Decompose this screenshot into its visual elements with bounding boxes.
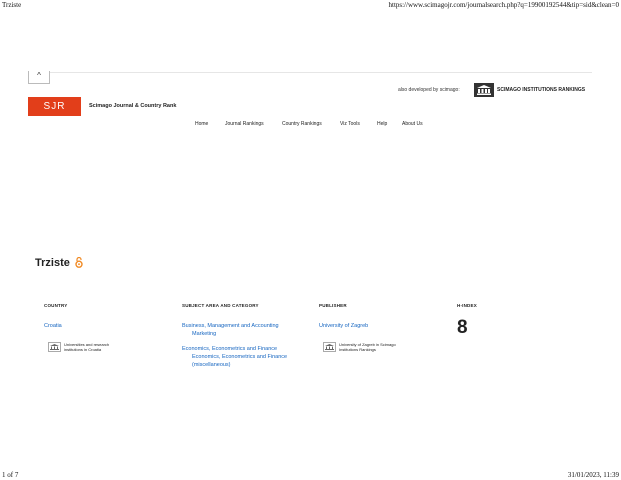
category-link-economics-misc-cont[interactable]: (miscellaneous) bbox=[192, 362, 231, 368]
print-page-number: 1 of 7 bbox=[2, 471, 19, 479]
category-link-economics-misc[interactable]: Economics, Econometrics and Finance bbox=[192, 354, 288, 360]
publisher-institution-link[interactable] bbox=[323, 342, 396, 352]
country-institutions-line2: institutions in Croatia bbox=[64, 347, 102, 352]
nav-about-us[interactable]: About Us bbox=[402, 121, 423, 127]
publisher-institution-line1: University of Zagreb in Scimago bbox=[339, 342, 396, 347]
collapse-toggle-button[interactable] bbox=[28, 71, 50, 84]
nav-help[interactable]: Help bbox=[377, 121, 388, 127]
sir-logo-link[interactable] bbox=[474, 83, 588, 97]
top-divider bbox=[28, 72, 592, 73]
country-link[interactable]: Croatia bbox=[44, 323, 62, 329]
journal-title: Trziste bbox=[35, 257, 70, 269]
open-access-icon bbox=[75, 257, 83, 268]
country-institutions-line1: Universities and research bbox=[64, 342, 110, 347]
h-index-value: 8 bbox=[457, 317, 468, 338]
institution-building-icon bbox=[323, 342, 336, 352]
site-tagline: Scimago Journal & Country Rank bbox=[89, 103, 177, 109]
publisher-link[interactable]: University of Zagreb bbox=[319, 323, 369, 329]
nav-country-rankings[interactable]: Country Rankings bbox=[282, 121, 322, 127]
subject-area-link-business[interactable]: Business, Management and Accounting bbox=[182, 323, 279, 329]
institution-building-icon bbox=[48, 342, 61, 352]
print-page-url: https://www.scimagojr.com/journalsearch.php?q=19900192544&tip=sid&clean=0 bbox=[388, 1, 619, 9]
country-header: COUNTRY bbox=[44, 303, 68, 308]
chevron-up-icon: ^ bbox=[37, 71, 41, 80]
sir-label: SCIMAGO INSTITUTIONS RANKINGS bbox=[497, 87, 586, 93]
institution-building-icon bbox=[474, 83, 494, 97]
print-page-title: Trziste bbox=[2, 1, 22, 9]
nav-journal-rankings[interactable]: Journal Rankings bbox=[225, 121, 264, 127]
h-index-header: H-INDEX bbox=[457, 303, 477, 308]
subject-area-link-economics[interactable]: Economics, Econometrics and Finance bbox=[182, 346, 278, 352]
nav-home[interactable]: Home bbox=[195, 121, 209, 127]
print-datetime: 31/01/2023, 11:39 bbox=[567, 471, 619, 479]
country-institutions-link[interactable] bbox=[48, 342, 109, 352]
publisher-header: PUBLISHER bbox=[319, 303, 347, 308]
sjr-logo[interactable]: SJR bbox=[28, 97, 81, 116]
subject-area-header: SUBJECT AREA AND CATEGORY bbox=[182, 303, 259, 308]
nav-viz-tools[interactable]: Viz Tools bbox=[340, 121, 360, 127]
also-developed-label: also developed by scimago: bbox=[398, 87, 460, 93]
publisher-institution-line2: Institutions Rankings bbox=[339, 347, 376, 352]
category-link-marketing[interactable]: Marketing bbox=[192, 331, 217, 337]
